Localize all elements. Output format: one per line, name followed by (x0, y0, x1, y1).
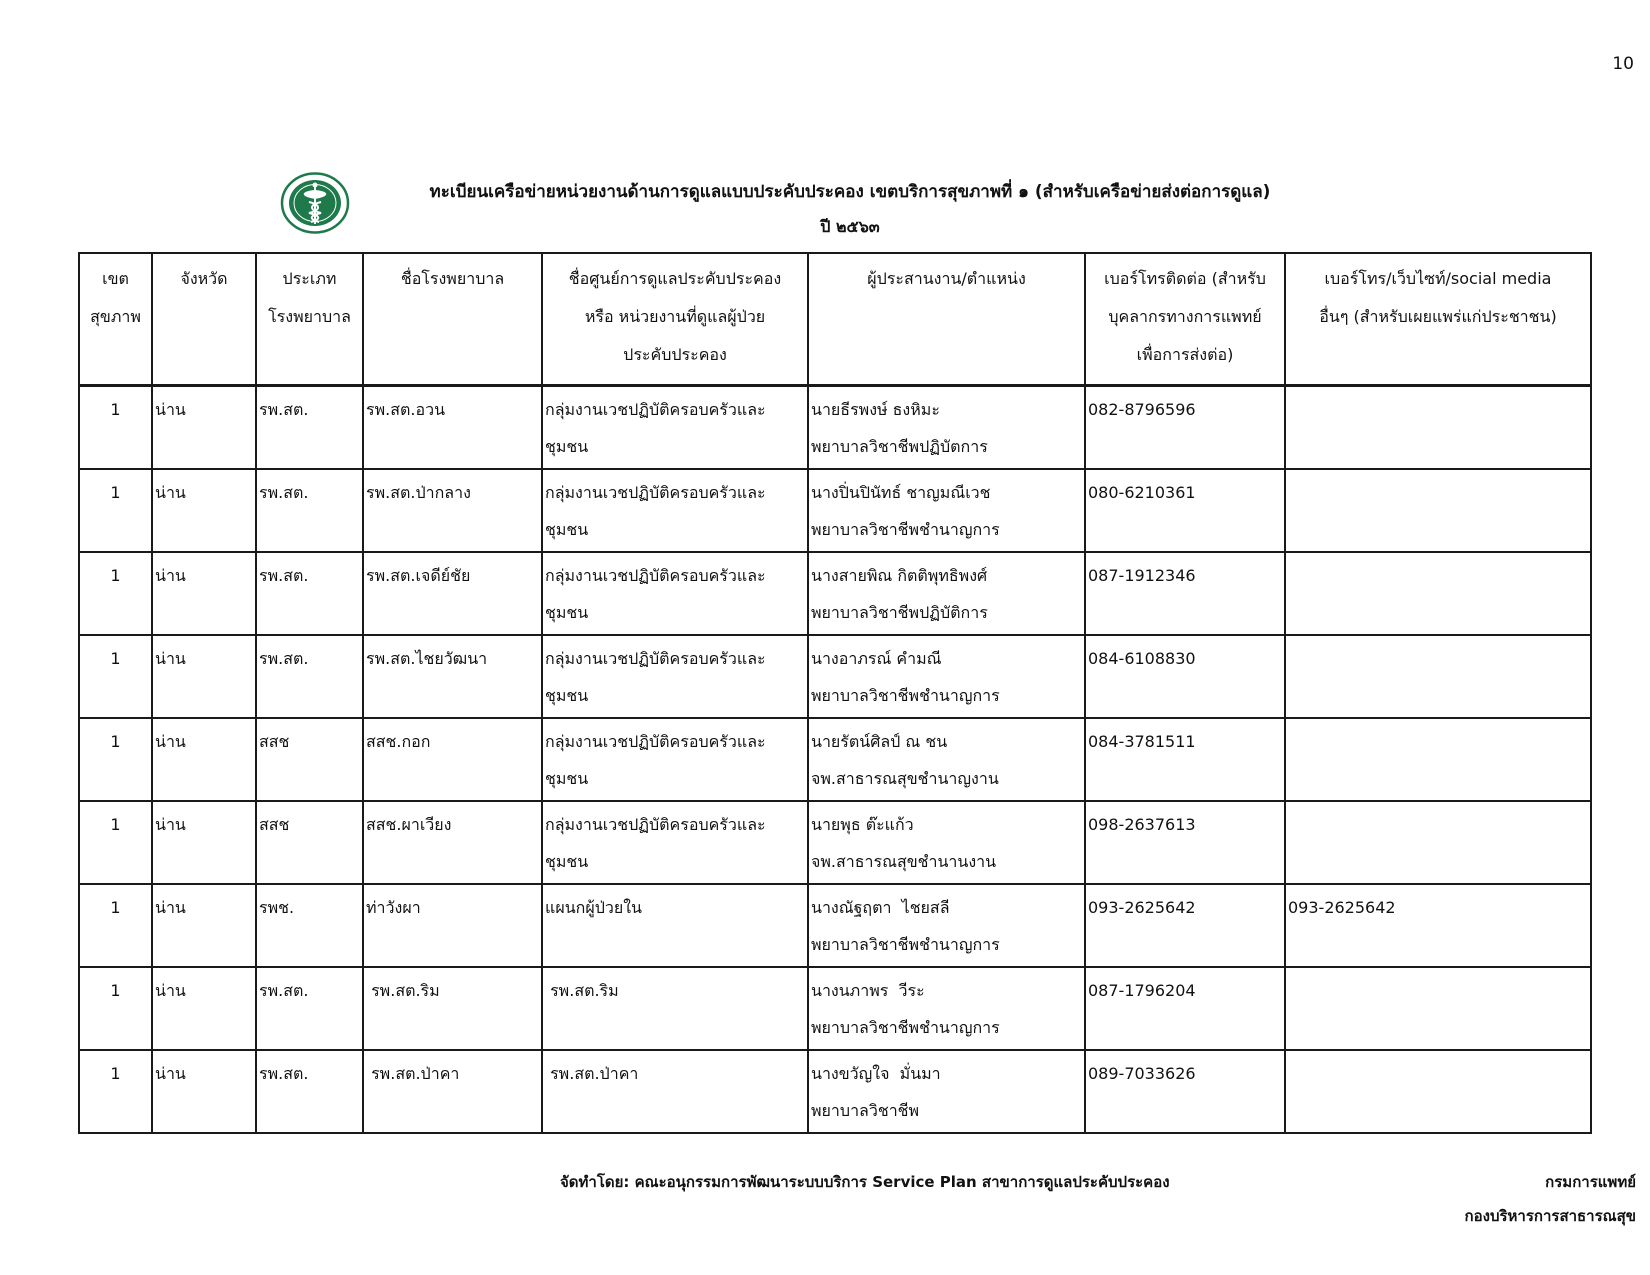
table-row (79, 1050, 1591, 1133)
column-header-line: เขต (102, 269, 129, 288)
cell-province (152, 718, 256, 801)
cell-health-region (79, 967, 152, 1050)
cell-province (152, 967, 256, 1050)
cell-coordinator (808, 552, 1085, 635)
cell-line: 098-2637613 (1088, 815, 1196, 834)
cell-coordinator (808, 718, 1085, 801)
cell-line: กลุ่มงานเวชปฏิบัติครอบครัวและ (545, 400, 766, 419)
cell-province (152, 552, 256, 635)
cell-coordinator (808, 469, 1085, 552)
cell-line: กลุ่มงานเวชปฏิบัติครอบครัวและ (545, 649, 766, 668)
cell-line: 1 (110, 815, 121, 834)
cell-hospital-name (363, 967, 542, 1050)
cell-line: นายพุธ ต๊ะแก้ว (811, 815, 914, 834)
cell-care-center (542, 801, 808, 884)
cell-line: นางปิ่นปินัทธ์ ชาญมณีเวช (811, 483, 991, 502)
cell-health-region (79, 1050, 152, 1133)
cell-line: น่าน (155, 400, 186, 419)
table-row (79, 884, 1591, 967)
footer-department: กรมการแพทย์ (1545, 1173, 1636, 1191)
cell-line: จพ.สาธารณสุขชำนาญงาน (811, 769, 999, 788)
cell-line: พยาบาลวิชาชีพปฏิบัตการ (811, 437, 988, 456)
cell-public-contact (1285, 386, 1591, 470)
cell-line: 1 (110, 649, 121, 668)
column-header-province (152, 253, 256, 386)
cell-coordinator (808, 884, 1085, 967)
cell-public-contact (1285, 552, 1591, 635)
cell-health-region (79, 884, 152, 967)
cell-line: รพ.สต.ป่าคา (545, 1064, 639, 1083)
cell-phone-referral (1085, 552, 1285, 635)
column-header-line: หรือ หน่วยงานที่ดูแลผู้ป่วย (584, 307, 766, 326)
cell-line: น่าน (155, 1064, 186, 1083)
column-header-line: เพื่อการส่งต่อ) (1136, 345, 1234, 364)
cell-line: รพ.สต. (259, 649, 309, 668)
cell-coordinator (808, 635, 1085, 718)
cell-line: น่าน (155, 483, 186, 502)
cell-line: 1 (110, 898, 121, 917)
table-row (79, 469, 1591, 552)
cell-hospital-type (256, 635, 363, 718)
cell-care-center (542, 884, 808, 967)
cell-phone-referral (1085, 1050, 1285, 1133)
column-header-line: จังหวัด (180, 269, 228, 288)
cell-line: กลุ่มงานเวชปฏิบัติครอบครัวและ (545, 815, 766, 834)
cell-line: สสช (259, 815, 290, 834)
cell-line: รพ.สต. (259, 566, 309, 585)
cell-hospital-type (256, 967, 363, 1050)
cell-hospital-name (363, 635, 542, 718)
cell-public-contact (1285, 469, 1591, 552)
cell-phone-referral (1085, 801, 1285, 884)
cell-care-center (542, 635, 808, 718)
column-header-line: สุขภาพ (90, 307, 141, 326)
cell-line: 1 (110, 732, 121, 751)
footer-division: กองบริหารการสาธารณสุข (1464, 1207, 1636, 1225)
cell-line: ชุมชน (545, 686, 589, 705)
cell-line: กลุ่มงานเวชปฏิบัติครอบครัวและ (545, 732, 766, 751)
cell-line: น่าน (155, 898, 186, 917)
cell-line: 1 (110, 483, 121, 502)
cell-province (152, 884, 256, 967)
cell-line: พยาบาลวิชาชีพชำนาญการ (811, 520, 1000, 539)
cell-care-center (542, 552, 808, 635)
column-header-line: เบอร์โทร/เว็บไซท์/social media (1324, 269, 1552, 288)
cell-public-contact (1285, 1050, 1591, 1133)
cell-line: รพ.สต.ป่ากลาง (366, 483, 471, 502)
column-header-line: อื่นๆ (สำหรับเผยแพร่แก่ประชาชน) (1319, 307, 1557, 326)
cell-province (152, 801, 256, 884)
cell-line: สสช.ผาเวียง (366, 815, 452, 834)
cell-line: 1 (110, 400, 121, 419)
column-header-line: บุคลากรทางการแพทย์ (1108, 307, 1262, 326)
table-row (79, 718, 1591, 801)
column-header-line: ชื่อโรงพยาบาล (400, 269, 505, 288)
cell-care-center (542, 967, 808, 1050)
table-body (79, 386, 1591, 1134)
cell-line: พยาบาลวิชาชีพชำนาญการ (811, 686, 1000, 705)
cell-line: รพ.สต.ริม (366, 981, 440, 1000)
cell-hospital-name (363, 884, 542, 967)
cell-line: น่าน (155, 649, 186, 668)
document-year: ปี ๒๕๖๓ (820, 217, 880, 236)
cell-hospital-name (363, 386, 542, 470)
cell-coordinator (808, 801, 1085, 884)
cell-line: พยาบาลวิชาชีพปฏิบัติการ (811, 603, 988, 622)
cell-public-contact (1285, 801, 1591, 884)
cell-health-region (79, 635, 152, 718)
cell-hospital-name (363, 552, 542, 635)
cell-line: รพ.สต. (259, 981, 309, 1000)
cell-line: รพ.สต. (259, 400, 309, 419)
cell-line: ชุมชน (545, 603, 589, 622)
cell-line: พยาบาลวิชาชีพชำนาญการ (811, 1018, 1000, 1037)
cell-line: สสช.กอก (366, 732, 431, 751)
registry-table (78, 252, 1592, 1134)
cell-line: ท่าวังผา (366, 898, 421, 917)
column-header-line: ผู้ประสานงาน/ตำแหน่ง (867, 269, 1026, 288)
cell-province (152, 1050, 256, 1133)
cell-line: พยาบาลวิชาชีพ (811, 1101, 920, 1120)
cell-line: 082-8796596 (1088, 400, 1196, 419)
column-header-hospital-type (256, 253, 363, 386)
cell-phone-referral (1085, 718, 1285, 801)
document-title: ทะเบียนเครือข่ายหน่วยงานด้านการดูแลแบบประคับประคอง เขตบริการสุขภาพที่ ๑ (สำหรับเครือข่ายส่งต่อการดูแล) (429, 182, 1271, 202)
cell-line: 1 (110, 981, 121, 1000)
cell-line: ชุมชน (545, 437, 589, 456)
cell-province (152, 635, 256, 718)
cell-line: นางอาภรณ์ คำมณี (811, 649, 942, 668)
cell-coordinator (808, 1050, 1085, 1133)
cell-public-contact (1285, 718, 1591, 801)
cell-hospital-name (363, 801, 542, 884)
cell-line: ชุมชน (545, 852, 589, 871)
cell-line: 084-6108830 (1088, 649, 1196, 668)
cell-coordinator (808, 386, 1085, 470)
column-header-care-center (542, 253, 808, 386)
column-header-line: ชื่อศูนย์การดูแลประคับประคอง (568, 269, 782, 288)
column-header-coordinator (808, 253, 1085, 386)
cell-care-center (542, 1050, 808, 1133)
cell-line: 1 (110, 1064, 121, 1083)
cell-public-contact (1285, 884, 1591, 967)
cell-line: นางขวัญใจ มั่นมา (811, 1064, 941, 1083)
cell-hospital-type (256, 552, 363, 635)
cell-line: พยาบาลวิชาชีพชำนาญการ (811, 935, 1000, 954)
cell-hospital-type (256, 884, 363, 967)
cell-line: 093-2625642 (1088, 898, 1196, 917)
cell-hospital-type (256, 718, 363, 801)
ministry-of-public-health-seal-icon (280, 172, 350, 234)
cell-line: 1 (110, 566, 121, 585)
cell-hospital-name (363, 1050, 542, 1133)
cell-phone-referral (1085, 967, 1285, 1050)
cell-care-center (542, 386, 808, 470)
cell-line: นางณัฐฤตา ไชยสลี (811, 898, 950, 917)
cell-line: รพ.สต. (259, 483, 309, 502)
cell-line: 087-1796204 (1088, 981, 1196, 1000)
column-header-line: ประเภท (282, 269, 337, 288)
cell-health-region (79, 552, 152, 635)
cell-health-region (79, 386, 152, 470)
cell-line: ชุมชน (545, 520, 589, 539)
cell-line: แผนกผู้ป่วยใน (545, 898, 642, 917)
cell-phone-referral (1085, 469, 1285, 552)
cell-line: น่าน (155, 566, 186, 585)
cell-hospital-type (256, 801, 363, 884)
cell-line: สสช (259, 732, 290, 751)
column-header-line: ประคับประคอง (623, 345, 727, 364)
table-row (79, 386, 1591, 470)
cell-line: 084-3781511 (1088, 732, 1196, 751)
cell-phone-referral (1085, 386, 1285, 470)
footer-credit: จัดทำโดย: คณะอนุกรรมการพัฒนาระบบบริการ Service Plan สาขาการดูแลประคับประคอง (560, 1173, 1170, 1191)
cell-phone-referral (1085, 884, 1285, 967)
cell-care-center (542, 718, 808, 801)
column-header-hospital-name (363, 253, 542, 386)
cell-line: รพ.สต.ป่าคา (366, 1064, 460, 1083)
cell-line: 089-7033626 (1088, 1064, 1196, 1083)
cell-health-region (79, 469, 152, 552)
cell-health-region (79, 801, 152, 884)
cell-hospital-name (363, 718, 542, 801)
cell-line: ชุมชน (545, 769, 589, 788)
cell-line: 080-6210361 (1088, 483, 1196, 502)
column-header-public-contact (1285, 253, 1591, 386)
cell-province (152, 386, 256, 470)
column-header-health-region (79, 253, 152, 386)
cell-province (152, 469, 256, 552)
cell-line: น่าน (155, 981, 186, 1000)
cell-care-center (542, 469, 808, 552)
cell-line: น่าน (155, 732, 186, 751)
cell-public-contact (1285, 635, 1591, 718)
cell-line: นางนภาพร วีระ (811, 981, 925, 1000)
cell-line: กลุ่มงานเวชปฏิบัติครอบครัวและ (545, 483, 766, 502)
cell-line: นายรัตน์ศิลป์ ณ ชน (811, 732, 948, 751)
cell-hospital-type (256, 1050, 363, 1133)
cell-line: รพ.สต.เจดีย์ชัย (366, 566, 471, 585)
table-row (79, 635, 1591, 718)
table-row (79, 552, 1591, 635)
table-row (79, 801, 1591, 884)
cell-line: รพช. (259, 898, 295, 917)
cell-hospital-type (256, 469, 363, 552)
table-header-row (79, 253, 1591, 386)
cell-line: รพ.สต.ไชยวัฒนา (366, 649, 488, 668)
page-number: 10 (1612, 54, 1634, 74)
cell-line: นายธีรพงษ์ ธงหิมะ (811, 400, 940, 419)
cell-hospital-name (363, 469, 542, 552)
cell-line: กลุ่มงานเวชปฏิบัติครอบครัวและ (545, 566, 766, 585)
cell-line: รพ.สต.ริม (545, 981, 619, 1000)
cell-line: รพ.สต. (259, 1064, 309, 1083)
cell-public-contact (1285, 967, 1591, 1050)
cell-hospital-type (256, 386, 363, 470)
cell-line: จพ.สาธารณสุขชำนานงาน (811, 852, 997, 871)
cell-line: นางสายพิณ กิตติพุทธิพงศ์ (811, 566, 988, 585)
table-row (79, 967, 1591, 1050)
cell-line: 087-1912346 (1088, 566, 1196, 585)
cell-line: รพ.สต.อวน (366, 400, 445, 419)
cell-line: 093-2625642 (1288, 898, 1396, 917)
cell-health-region (79, 718, 152, 801)
column-header-line: โรงพยาบาล (268, 307, 351, 326)
cell-coordinator (808, 967, 1085, 1050)
column-header-line: เบอร์โทรติดต่อ (สำหรับ (1104, 269, 1266, 288)
column-header-phone-referral (1085, 253, 1285, 386)
cell-line: น่าน (155, 815, 186, 834)
cell-phone-referral (1085, 635, 1285, 718)
